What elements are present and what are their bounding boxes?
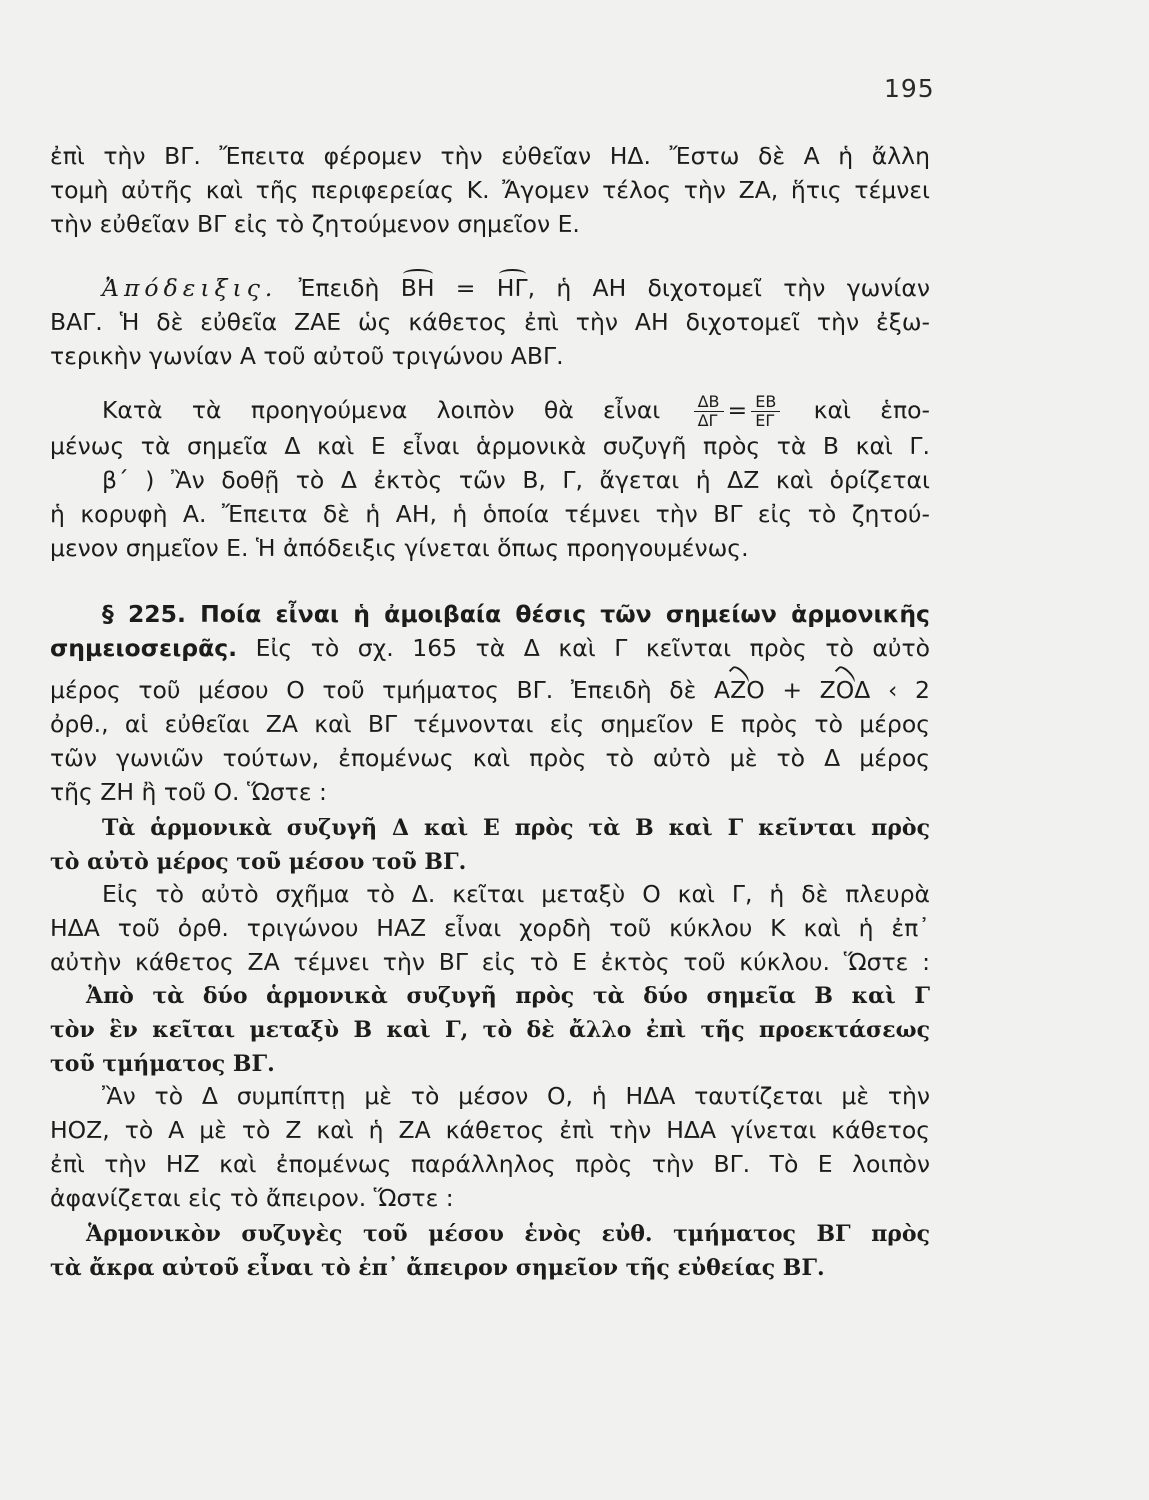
coincide-paragraph-line-3: ἐπὶ τὴν ΗΖ καὶ ἐπομένως παράλληλος πρὸς τὴν ΒΓ. Τὸ Ε λοιπὸν	[50, 1150, 930, 1178]
ratio-line-2: μένως τὰ σημεῖα Δ καὶ Ε εἶναι ἁρμονικὰ συζυγῆ πρὸς τὰ Β καὶ Γ.	[50, 432, 930, 460]
angle-zod: ΖΟΔ	[819, 676, 871, 704]
figure-paragraph-line-2: ΗΔΑ τοῦ ὀρθ. τριγώνου ΗΑΖ εἶναι χορδὴ τοῦ κύκλου Κ καὶ ἡ ἐπ᾽	[50, 914, 930, 942]
ratio-equals: =	[727, 396, 748, 424]
section-225-line-6: τῆς ΖΗ ἢ τοῦ Ο. Ὥστε :	[50, 778, 327, 806]
proof-line-1	[50, 272, 930, 304]
coincide-paragraph-line-4: ἀφανίζεται εἰς τὸ ἄπειρον. Ὥστε :	[50, 1184, 454, 1212]
theorem-2-line-1: Ἀπὸ τὰ δύο ἁρμονικὰ συζυγῆ πρὸς τὰ δύο σημεῖα Β καὶ Γ	[86, 983, 930, 1009]
fraction-db-dg	[694, 393, 724, 430]
section-225-line-4: ὀρθ., αἱ εὐθεῖαι ΖΑ καὶ ΒΓ τέμνονται εἰς σημεῖον Ε πρὸς τὸ μέρος	[50, 710, 930, 738]
fraction-1-numerator: ΔΒ	[694, 393, 724, 412]
section-225-line-2	[50, 632, 930, 664]
case-b-line-2: ἡ κορυφὴ Α. Ἔπειτα δὲ ἡ ΑΗ, ἡ ὁποία τέμνει τὴν ΒΓ εἰς τὸ ζητού-	[50, 500, 930, 528]
section-225-heading: § 225. Ποία εἶναι ἡ ἀμοιβαία θέσις τῶν σημείων ἁρμονικῆς	[102, 600, 930, 628]
theorem-1-line-1: Τὰ ἁρμονικὰ συζυγῆ Δ καὶ Ε πρὸς τὰ Β καὶ Γ κεῖνται πρὸς	[102, 815, 930, 841]
fraction-eb-eg	[751, 393, 780, 430]
paragraph-1-line-1: ἐπὶ τὴν ΒΓ. Ἔπειτα φέρομεν τὴν εὐθεῖαν ΗΔ. Ἔστω δὲ Α ἡ ἄλλη	[50, 142, 930, 170]
arc-bh: ΒΗ	[400, 274, 435, 302]
fraction-2-numerator: ΕΒ	[751, 393, 780, 412]
theorem-3-line-1: Ἁρμονικὸν συζυγὲς τοῦ μέσου ἑνὸς εὐθ. τμήματος ΒΓ πρὸς	[86, 1221, 930, 1247]
proof-line-3: τερικὴν γωνίαν Α τοῦ αὐτοῦ τριγώνου ΑΒΓ.	[50, 342, 564, 370]
figure-paragraph-line-3: αὐτὴν κάθετος ΖΑ τέμνει τὴν ΒΓ εἰς τὸ Ε ἐκτὸς τοῦ κύκλου. Ὥστε :	[50, 948, 930, 976]
coincide-paragraph-line-1: Ἂν τὸ Δ συμπίπτῃ μὲ τὸ μέσον Ο, ἡ ΗΔΑ ταυτίζεται μὲ τὴν	[102, 1082, 930, 1110]
ratio-text-end: καὶ ἑπο-	[813, 396, 930, 424]
theorem-1-line-2: τὸ αὐτὸ μέρος τοῦ μέσου τοῦ ΒΓ.	[50, 849, 467, 875]
case-b-line-1: β΄ ) Ἂν δοθῇ τὸ Δ ἐκτὸς τῶν Β, Γ, ἄγεται ἡ ΔΖ καὶ ὁρίζεται	[102, 466, 930, 494]
paragraph-1-line-2: τομὴ αὐτῆς καὶ τῆς περιφερείας Κ. Ἄγομεν τέλος τὴν ΖΑ, ἥτις τέμνει	[50, 176, 930, 204]
section-225-heading-end: σημειοσειρᾶς.	[50, 634, 238, 662]
arc-hg: ΗΓ	[496, 274, 528, 302]
section-225-line-3-end: ‹ 2	[887, 676, 930, 704]
section-225-line-5: τῶν γωνιῶν τούτων, ἐπομένως καὶ πρὸς τὸ αὐτὸ μὲ τὸ Δ μέρος	[50, 744, 930, 772]
theorem-2-line-3: τοῦ τμήματος ΒΓ.	[50, 1051, 275, 1077]
coincide-paragraph-line-2: ΗΟΖ, τὸ Α μὲ τὸ Ζ καὶ ἡ ΖΑ κάθετος ἐπὶ τὴν ΗΔΑ γίνεται κάθετος	[50, 1116, 930, 1144]
theorem-2-line-2: τὸν ἓν κεῖται μεταξὺ Β καὶ Γ, τὸ δὲ ἄλλο ἐπὶ τῆς προεκτάσεως	[50, 1017, 930, 1043]
section-225-line-3	[50, 674, 930, 706]
proof-label: Ἀπόδειξις.	[102, 274, 278, 302]
case-b-line-3: μενον σημεῖον Ε. Ἡ ἀπόδειξις γίνεται ὅπως προηγουμένως.	[50, 534, 749, 562]
angle-azo: ΑΖΟ	[714, 676, 765, 704]
fraction-1-denominator: ΔΓ	[697, 411, 718, 430]
proof-since: Ἐπειδὴ	[298, 274, 380, 302]
section-225-line-2-rest: Εἰς τὸ σχ. 165 τὰ Δ καὶ Γ κεῖνται πρὸς τὸ αὐτὸ	[237, 634, 930, 662]
proof-line-2: ΒΑΓ. Ἡ δὲ εὐθεῖα ΖΑΕ ὡς κάθετος ἐπὶ τὴν ΑΗ διχοτομεῖ τὴν ἐξω-	[50, 308, 930, 336]
proof-equals: =	[455, 274, 476, 302]
fraction-2-denominator: ΕΓ	[755, 411, 775, 430]
paragraph-1-line-3: τὴν εὐθεῖαν ΒΓ εἰς τὸ ζητούμενον σημεῖον Ε.	[50, 210, 580, 238]
ratio-text: Κατὰ τὰ προηγούμενα λοιπὸν θὰ εἶναι	[102, 396, 661, 424]
theorem-3-line-2: τὰ ἄκρα αὐτοῦ εἶναι τὸ ἐπ᾽ ἄπειρον σημεῖον τῆς εὐθείας ΒΓ.	[50, 1255, 825, 1281]
section-225-line-3-text: μέρος τοῦ μέσου Ο τοῦ τμήματος ΒΓ. Ἐπειδὴ δὲ	[50, 676, 697, 704]
plus-sign: +	[782, 676, 803, 704]
ratio-line-1	[50, 386, 930, 434]
proof-line-1-rest: , ἡ ΑΗ διχοτομεῖ τὴν γωνίαν	[527, 274, 930, 302]
figure-paragraph-line-1: Εἰς τὸ αὐτὸ σχῆμα τὸ Δ. κεῖται μεταξὺ Ο καὶ Γ, ἡ δὲ πλευρὰ	[102, 880, 930, 908]
page-number: 195	[884, 74, 935, 103]
